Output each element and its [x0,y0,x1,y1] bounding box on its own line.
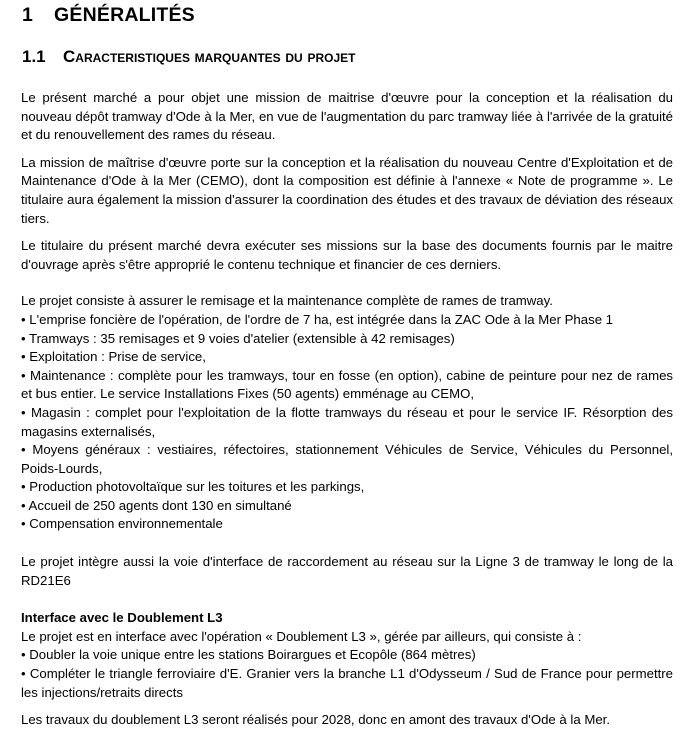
doublement-bullet-list [21,646,673,702]
list-item: • Tramways : 35 remisages et 9 voies d'atelier (extensible à 42 remisages) [21,330,455,346]
heading-2 [22,47,355,67]
list-item: • Compléter le triangle ferroviaire d'E. Granier vers la branche L1 d'Odysseum / Sud de France pour permettre les injections/retraits directs [21,666,673,700]
doublement-intro: Le projet est en interface avec l'opération « Doublement L3 », gérée par ailleurs, qui consiste à : [21,628,582,644]
list-item: • Moyens généraux : vestiaires, réfectoires, stationnement Véhicules de Service, Véhicules du Personnel, Poids-Lourds, [21,442,673,476]
heading-1 [22,4,195,27]
paragraph-interface-voie: Le projet intègre aussi la voie d'interface de raccordement au réseau sur la Ligne 3 de tramway le long de la RD21E6 [21,554,673,588]
section-title-doublement: Interface avec le Doublement L3 [21,610,223,626]
doublement-closing: Les travaux du doublement L3 seront réalisés pour 2028, donc en amont des travaux d'Ode à la Mer. [21,712,610,728]
list-item: • L'emprise foncière de l'opération, de l'ordre de 7 ha, est intégrée dans la ZAC Ode à la Mer Phase 1 [21,311,614,327]
heading-1-number: 1 [22,4,34,26]
heading-2-number: 1.1 [22,47,46,66]
heading-2-title: Caracteristiques marquantes du projet [63,47,356,66]
heading-1-title: GÉNÉRALITÉS [54,4,195,26]
list-item: • Doubler la voie unique entre les stations Boirargues et Ecopôle (864 mètres) [21,647,476,663]
list-item: • Accueil de 250 agents dont 130 en simultané [21,497,292,513]
paragraph-objet: Le présent marché a pour objet une mission de maitrise d'œuvre pour la conception et la réalisation du nouveau dépôt tramway d'Ode à la Mer, en vue de l'augmentation du parc tramway liée à l'arrivée de la gratuité et du renouvellement des rames du réseau. [21,90,673,143]
document-body [21,89,673,730]
paragraph-mission: La mission de maîtrise d'œuvre porte sur la conception et la réalisation du nouveau Centre d'Exploitation et de Maintenance d'Ode à la Mer (CEMO), dont la composition est définie à l'annexe « Note de programme ». Le titulaire aura également la mission d'assurer la coordination des études et des travaux de déviation des réseaux tiers. [21,154,674,226]
project-bullet-list [21,311,673,534]
project-intro: Le projet consiste à assurer le remisage et la maintenance complète de rames de tramway. [21,293,553,309]
list-item: • Compensation environnementale [21,516,223,532]
list-item: • Maintenance : complète pour les tramways, tour en fosse (en option), cabine de peinture pour nez de rames et bus entier. Le service Installations Fixes (50 agents) emménage au CEMO, [21,367,673,402]
list-item: • Exploitation : Prise de service, [21,349,206,365]
list-item: • Magasin : complet pour l'exploitation de la flotte tramways du réseau et pour le service IF. Résorption des magasins externalisés, [21,404,673,439]
list-item: • Production photovoltaïque sur les toitures et les parkings, [21,479,365,495]
paragraph-titulaire: Le titulaire du présent marché devra exécuter ses missions sur la base des documents fournis par le maitre d'ouvrage après s'être approprié le contenu technique et financier de ces derniers. [21,238,673,272]
